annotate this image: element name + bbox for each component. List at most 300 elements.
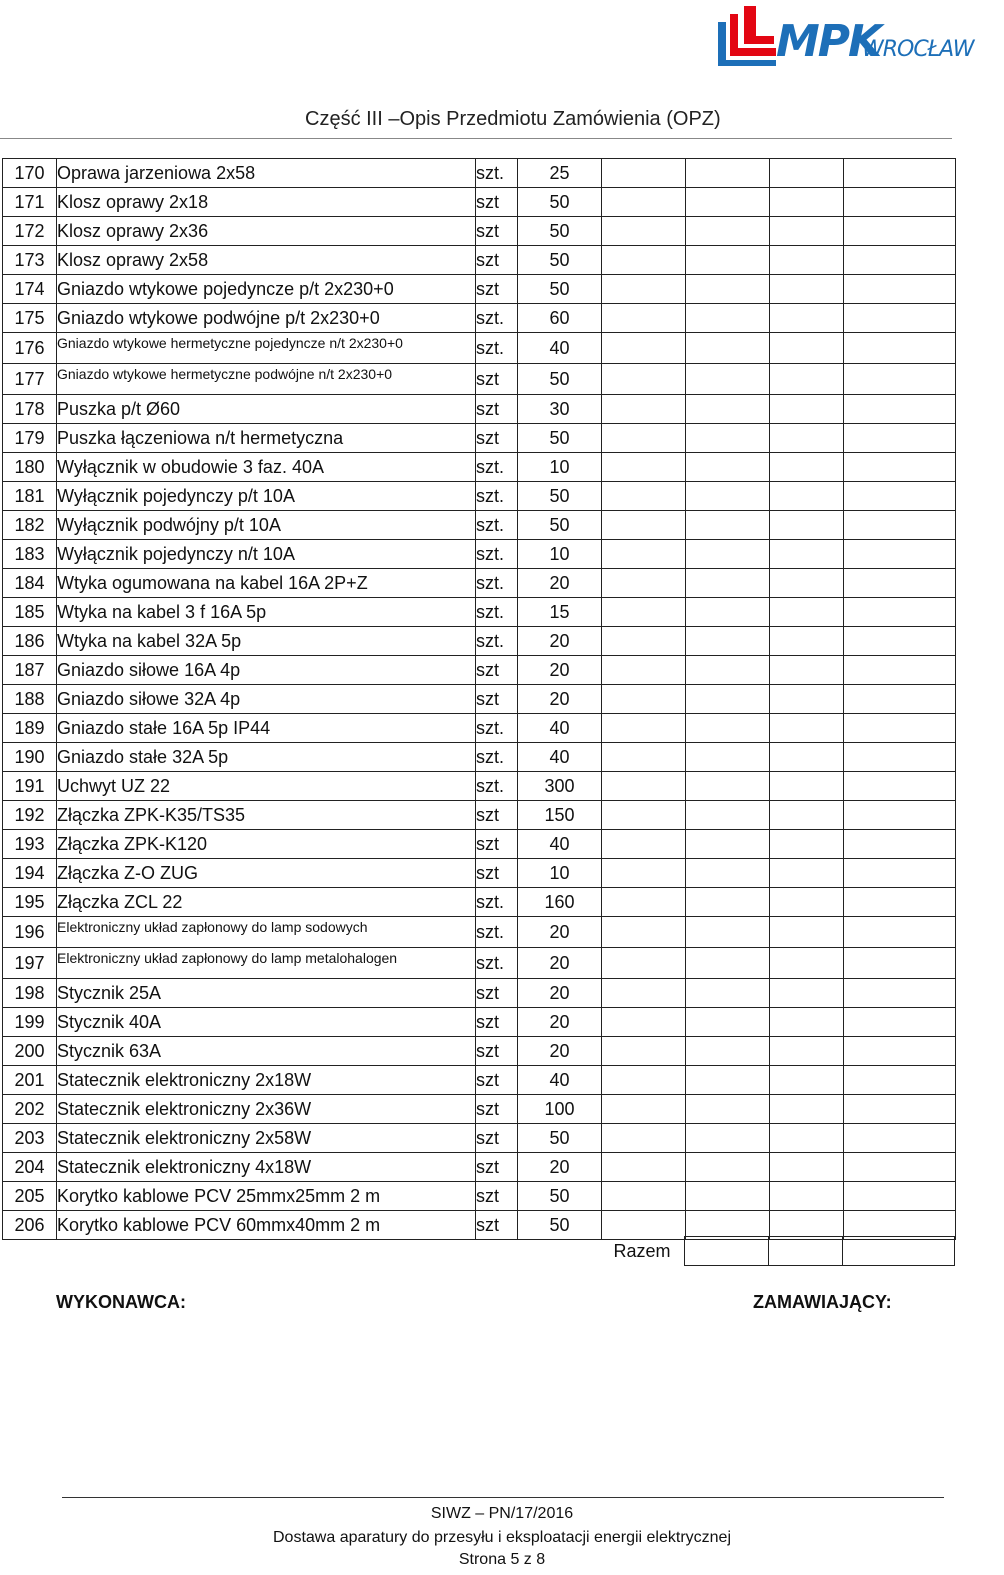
item-unit: szt (476, 246, 518, 275)
empty-cell (686, 979, 770, 1008)
document-title: Część III –Opis Przedmiotu Zamówienia (OPZ) (305, 108, 721, 130)
item-quantity: 20 (518, 917, 602, 948)
item-unit: szt (476, 1153, 518, 1182)
logo-text: MPK (776, 16, 881, 67)
item-unit: szt (476, 424, 518, 453)
empty-cell (686, 888, 770, 917)
item-number: 170 (3, 159, 57, 188)
summary-row (600, 1236, 955, 1266)
item-name: Gniazdo stałe 16A 5p IP44 (57, 714, 476, 743)
item-quantity: 50 (518, 188, 602, 217)
empty-cell (686, 627, 770, 656)
empty-cell (602, 188, 686, 217)
item-name: Gniazdo siłowe 32A 4p (57, 685, 476, 714)
item-quantity: 50 (518, 364, 602, 395)
empty-cell (686, 948, 770, 979)
table-row (3, 772, 956, 801)
empty-cell (770, 627, 844, 656)
empty-cell (844, 656, 956, 685)
item-name: Złączka ZPK-K35/TS35 (57, 801, 476, 830)
item-name: Stycznik 40A (57, 1008, 476, 1037)
empty-cell (686, 1095, 770, 1124)
empty-cell (770, 801, 844, 830)
item-number: 195 (3, 888, 57, 917)
empty-cell (844, 1124, 956, 1153)
empty-cell (602, 453, 686, 482)
item-quantity: 160 (518, 888, 602, 917)
item-number: 206 (3, 1211, 57, 1240)
item-unit: szt. (476, 333, 518, 364)
empty-cell (844, 627, 956, 656)
item-quantity: 20 (518, 1153, 602, 1182)
item-name: Wtyka na kabel 3 f 16A 5p (57, 598, 476, 627)
item-name: Oprawa jarzeniowa 2x58 (57, 159, 476, 188)
empty-cell (770, 364, 844, 395)
table-row (3, 948, 956, 979)
table-row (3, 917, 956, 948)
empty-cell (602, 246, 686, 275)
empty-cell (844, 685, 956, 714)
item-unit: szt. (476, 598, 518, 627)
item-quantity: 10 (518, 859, 602, 888)
item-unit: szt (476, 801, 518, 830)
item-quantity: 150 (518, 801, 602, 830)
table-row (3, 275, 956, 304)
item-number: 203 (3, 1124, 57, 1153)
empty-cell (770, 1153, 844, 1182)
empty-cell (602, 159, 686, 188)
empty-cell (770, 598, 844, 627)
item-name: Gniazdo siłowe 16A 4p (57, 656, 476, 685)
item-number: 182 (3, 511, 57, 540)
item-unit: szt. (476, 304, 518, 333)
item-quantity: 10 (518, 540, 602, 569)
empty-cell (602, 743, 686, 772)
item-unit: szt (476, 1182, 518, 1211)
item-name: Klosz oprawy 2x58 (57, 246, 476, 275)
item-number: 202 (3, 1095, 57, 1124)
item-number: 188 (3, 685, 57, 714)
item-name: Wyłącznik podwójny p/t 10A (57, 511, 476, 540)
item-number: 172 (3, 217, 57, 246)
item-quantity: 15 (518, 598, 602, 627)
item-unit: szt. (476, 540, 518, 569)
item-name: Gniazdo wtykowe pojedyncze p/t 2x230+0 (57, 275, 476, 304)
empty-cell (686, 1008, 770, 1037)
item-unit: szt (476, 364, 518, 395)
empty-cell (844, 1008, 956, 1037)
empty-cell (770, 685, 844, 714)
empty-cell (602, 979, 686, 1008)
empty-cell (770, 888, 844, 917)
empty-cell (844, 859, 956, 888)
item-name: Korytko kablowe PCV 25mmx25mm 2 m (57, 1182, 476, 1211)
summary-cell (685, 1237, 769, 1266)
empty-cell (770, 1182, 844, 1211)
item-unit: szt (476, 1066, 518, 1095)
empty-cell (686, 917, 770, 948)
empty-cell (844, 246, 956, 275)
item-quantity: 60 (518, 304, 602, 333)
item-number: 173 (3, 246, 57, 275)
empty-cell (686, 830, 770, 859)
empty-cell (686, 685, 770, 714)
empty-cell (602, 859, 686, 888)
empty-cell (602, 801, 686, 830)
empty-cell (602, 917, 686, 948)
empty-cell (602, 511, 686, 540)
empty-cell (770, 917, 844, 948)
item-unit: szt (476, 188, 518, 217)
summary-label: Razem (613, 1240, 671, 1261)
empty-cell (602, 1095, 686, 1124)
item-number: 187 (3, 656, 57, 685)
empty-cell (602, 656, 686, 685)
item-name: Klosz oprawy 2x36 (57, 217, 476, 246)
item-unit: szt (476, 275, 518, 304)
empty-cell (686, 569, 770, 598)
empty-cell (686, 159, 770, 188)
table-row (3, 656, 956, 685)
item-quantity: 20 (518, 627, 602, 656)
item-quantity: 20 (518, 569, 602, 598)
item-unit: szt (476, 1037, 518, 1066)
empty-cell (770, 859, 844, 888)
empty-cell (770, 830, 844, 859)
empty-cell (602, 830, 686, 859)
item-name: Puszka p/t Ø60 (57, 395, 476, 424)
item-name: Gniazdo wtykowe hermetyczne podwójne n/t 2x230+0 (57, 364, 476, 395)
empty-cell (844, 1153, 956, 1182)
item-unit: szt. (476, 772, 518, 801)
empty-cell (602, 598, 686, 627)
item-name: Statecznik elektroniczny 4x18W (57, 1153, 476, 1182)
empty-cell (770, 395, 844, 424)
empty-cell (770, 1066, 844, 1095)
table-row (3, 511, 956, 540)
item-name: Wyłącznik pojedynczy p/t 10A (57, 482, 476, 511)
items-table-body (3, 159, 956, 1240)
item-name: Wtyka na kabel 32A 5p (57, 627, 476, 656)
empty-cell (686, 275, 770, 304)
item-quantity: 40 (518, 714, 602, 743)
empty-cell (686, 540, 770, 569)
empty-cell (770, 275, 844, 304)
empty-cell (686, 511, 770, 540)
empty-cell (686, 1182, 770, 1211)
empty-cell (686, 395, 770, 424)
empty-cell (844, 217, 956, 246)
item-number: 179 (3, 424, 57, 453)
empty-cell (844, 1037, 956, 1066)
empty-cell (686, 1037, 770, 1066)
table-row (3, 1095, 956, 1124)
table-row (3, 159, 956, 188)
item-name: Klosz oprawy 2x18 (57, 188, 476, 217)
item-name: Złączka ZPK-K120 (57, 830, 476, 859)
empty-cell (686, 333, 770, 364)
empty-cell (602, 364, 686, 395)
item-number: 205 (3, 1182, 57, 1211)
empty-cell (602, 217, 686, 246)
table-row (3, 246, 956, 275)
empty-cell (686, 598, 770, 627)
table-row (3, 217, 956, 246)
item-unit: szt. (476, 159, 518, 188)
item-unit: szt. (476, 948, 518, 979)
item-quantity: 50 (518, 217, 602, 246)
empty-cell (770, 1008, 844, 1037)
empty-cell (770, 159, 844, 188)
table-row (3, 1008, 956, 1037)
item-number: 175 (3, 304, 57, 333)
item-quantity: 25 (518, 159, 602, 188)
empty-cell (686, 859, 770, 888)
summary-cell (843, 1237, 955, 1266)
item-unit: szt. (476, 888, 518, 917)
item-number: 171 (3, 188, 57, 217)
item-unit: szt (476, 1095, 518, 1124)
empty-cell (844, 333, 956, 364)
item-name: Gniazdo wtykowe podwójne p/t 2x230+0 (57, 304, 476, 333)
empty-cell (686, 304, 770, 333)
table-row (3, 979, 956, 1008)
item-unit: szt (476, 859, 518, 888)
item-name: Elektroniczny układ zapłonowy do lamp metalohalogen (57, 948, 476, 979)
item-quantity: 40 (518, 333, 602, 364)
item-name: Elektroniczny układ zapłonowy do lamp sodowych (57, 917, 476, 948)
item-quantity: 20 (518, 948, 602, 979)
item-quantity: 50 (518, 1124, 602, 1153)
table-row (3, 598, 956, 627)
empty-cell (686, 1066, 770, 1095)
empty-cell (770, 714, 844, 743)
empty-cell (602, 569, 686, 598)
item-unit: szt. (476, 453, 518, 482)
empty-cell (844, 917, 956, 948)
empty-cell (686, 801, 770, 830)
table-row (3, 888, 956, 917)
empty-cell (602, 333, 686, 364)
empty-cell (602, 627, 686, 656)
table-row (3, 569, 956, 598)
empty-cell (844, 772, 956, 801)
empty-cell (770, 979, 844, 1008)
empty-cell (770, 482, 844, 511)
empty-cell (844, 1095, 956, 1124)
empty-cell (770, 188, 844, 217)
empty-cell (686, 743, 770, 772)
item-name: Uchwyt UZ 22 (57, 772, 476, 801)
item-name: Gniazdo wtykowe hermetyczne pojedyncze n/t 2x230+0 (57, 333, 476, 364)
item-quantity: 40 (518, 1066, 602, 1095)
empty-cell (844, 830, 956, 859)
table-row (3, 1153, 956, 1182)
empty-cell (602, 395, 686, 424)
item-name: Wtyka ogumowana na kabel 16A 2P+Z (57, 569, 476, 598)
empty-cell (770, 511, 844, 540)
empty-cell (844, 540, 956, 569)
item-name: Puszka łączeniowa n/t hermetyczna (57, 424, 476, 453)
table-row (3, 1066, 956, 1095)
empty-cell (770, 1037, 844, 1066)
item-unit: szt (476, 1008, 518, 1037)
empty-cell (770, 333, 844, 364)
item-number: 181 (3, 482, 57, 511)
empty-cell (770, 424, 844, 453)
empty-cell (686, 246, 770, 275)
item-unit: szt. (476, 627, 518, 656)
empty-cell (844, 304, 956, 333)
item-number: 186 (3, 627, 57, 656)
item-number: 174 (3, 275, 57, 304)
item-quantity: 20 (518, 656, 602, 685)
logo-city: WROCŁAW (862, 37, 974, 62)
item-quantity: 50 (518, 482, 602, 511)
table-row (3, 859, 956, 888)
item-quantity: 40 (518, 743, 602, 772)
item-quantity: 20 (518, 685, 602, 714)
table-row (3, 1037, 956, 1066)
empty-cell (602, 714, 686, 743)
empty-cell (770, 1124, 844, 1153)
table-row (3, 714, 956, 743)
empty-cell (602, 304, 686, 333)
empty-cell (770, 772, 844, 801)
footer-subject: Dostawa aparatury do przesyłu i eksploatacji energii elektrycznej (273, 1529, 731, 1546)
empty-cell (686, 364, 770, 395)
empty-cell (602, 1182, 686, 1211)
item-name: Statecznik elektroniczny 2x18W (57, 1066, 476, 1095)
item-number: 204 (3, 1153, 57, 1182)
empty-cell (844, 801, 956, 830)
empty-cell (602, 685, 686, 714)
item-name: Korytko kablowe PCV 60mmx40mm 2 m (57, 1211, 476, 1240)
item-number: 198 (3, 979, 57, 1008)
empty-cell (686, 217, 770, 246)
item-quantity: 50 (518, 511, 602, 540)
item-unit: szt (476, 217, 518, 246)
item-unit: szt. (476, 482, 518, 511)
orderer-signature-label: ZAMAWIAJĄCY: (753, 1292, 892, 1312)
empty-cell (602, 1008, 686, 1037)
item-unit: szt (476, 1211, 518, 1240)
item-number: 180 (3, 453, 57, 482)
item-name: Wyłącznik w obudowie 3 faz. 40A (57, 453, 476, 482)
item-number: 189 (3, 714, 57, 743)
empty-cell (844, 714, 956, 743)
table-row (3, 830, 956, 859)
item-number: 183 (3, 540, 57, 569)
empty-cell (686, 453, 770, 482)
item-quantity: 50 (518, 246, 602, 275)
item-quantity: 10 (518, 453, 602, 482)
empty-cell (844, 188, 956, 217)
empty-cell (602, 772, 686, 801)
table-row (3, 743, 956, 772)
item-number: 200 (3, 1037, 57, 1066)
title-divider (0, 138, 952, 139)
empty-cell (844, 453, 956, 482)
item-name: Gniazdo stałe 32A 5p (57, 743, 476, 772)
empty-cell (602, 888, 686, 917)
empty-cell (770, 569, 844, 598)
table-row (3, 364, 956, 395)
item-number: 176 (3, 333, 57, 364)
items-table (2, 158, 956, 1240)
empty-cell (844, 888, 956, 917)
item-name: Złączka Z-O ZUG (57, 859, 476, 888)
item-name: Statecznik elektroniczny 2x58W (57, 1124, 476, 1153)
empty-cell (844, 1182, 956, 1211)
empty-cell (844, 948, 956, 979)
empty-cell (844, 743, 956, 772)
item-number: 193 (3, 830, 57, 859)
empty-cell (770, 1095, 844, 1124)
empty-cell (844, 979, 956, 1008)
contractor-signature-label: WYKONAWCA: (56, 1292, 186, 1312)
empty-cell (686, 424, 770, 453)
footer-reference: SIWZ – PN/17/2016 (430, 1505, 574, 1522)
item-name: Stycznik 63A (57, 1037, 476, 1066)
empty-cell (602, 1124, 686, 1153)
summary-cell (769, 1237, 843, 1266)
table-row (3, 304, 956, 333)
table-row (3, 627, 956, 656)
item-quantity: 50 (518, 424, 602, 453)
table-row (3, 1182, 956, 1211)
item-quantity: 20 (518, 1037, 602, 1066)
empty-cell (844, 159, 956, 188)
item-quantity: 30 (518, 395, 602, 424)
item-number: 192 (3, 801, 57, 830)
table-row (3, 482, 956, 511)
item-quantity: 100 (518, 1095, 602, 1124)
empty-cell (686, 714, 770, 743)
item-number: 191 (3, 772, 57, 801)
footer-page-number: Strona 5 z 8 (458, 1551, 546, 1568)
item-unit: szt. (476, 917, 518, 948)
empty-cell (602, 948, 686, 979)
item-name: Stycznik 25A (57, 979, 476, 1008)
item-quantity: 50 (518, 1182, 602, 1211)
table-row (3, 395, 956, 424)
empty-cell (602, 482, 686, 511)
empty-cell (844, 598, 956, 627)
table-row (3, 685, 956, 714)
empty-cell (686, 1124, 770, 1153)
empty-cell (770, 246, 844, 275)
table-row (3, 801, 956, 830)
item-quantity: 50 (518, 1211, 602, 1240)
item-number: 178 (3, 395, 57, 424)
empty-cell (686, 188, 770, 217)
empty-cell (770, 217, 844, 246)
empty-cell (844, 511, 956, 540)
item-unit: szt (476, 395, 518, 424)
item-number: 185 (3, 598, 57, 627)
item-name: Wyłącznik pojedynczy n/t 10A (57, 540, 476, 569)
item-unit: szt (476, 656, 518, 685)
table-row (3, 188, 956, 217)
table-row (3, 540, 956, 569)
item-number: 201 (3, 1066, 57, 1095)
empty-cell (770, 540, 844, 569)
table-row (3, 453, 956, 482)
item-name: Statecznik elektroniczny 2x36W (57, 1095, 476, 1124)
empty-cell (602, 275, 686, 304)
empty-cell (844, 1066, 956, 1095)
